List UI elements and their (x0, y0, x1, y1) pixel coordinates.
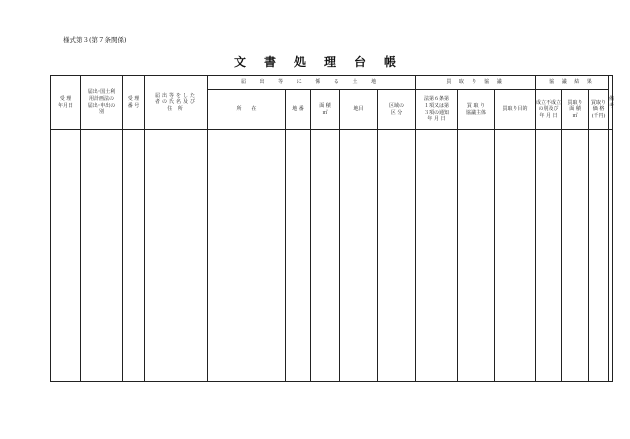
cell-purchase-area[interactable] (562, 130, 589, 382)
cell-land-category[interactable] (340, 130, 378, 382)
header-area: 面 積 ㎡ (311, 90, 340, 130)
cell-district[interactable] (378, 130, 416, 382)
header-land-group: 届 出 等 に 係 る 土 地 (208, 76, 416, 90)
cell-reception-date[interactable] (51, 130, 81, 382)
table-body-row (51, 130, 613, 382)
cell-remarks[interactable] (609, 130, 613, 382)
header-reception-date: 受 理 年月日 (51, 76, 81, 130)
cell-reception-number[interactable] (123, 130, 145, 382)
header-purchase-purpose: 買取り目的 (495, 90, 536, 130)
document-title: 文書処理台帳 (233, 55, 414, 69)
cell-purchase-price[interactable] (589, 130, 609, 382)
cell-purchase-purpose[interactable] (495, 130, 536, 382)
header-notification-type: 届出･国土利 用計画法の 届出･申出の 別 (81, 76, 123, 130)
cell-lot-number[interactable] (286, 130, 311, 382)
header-purchase-area: 買取り 面 積 ㎡ (562, 90, 589, 130)
header-land-category: 地目 (340, 90, 378, 130)
header-purchase-group: 買 取 り 協 議 (416, 76, 536, 90)
header-result-group: 協 議 結 果 (536, 76, 609, 90)
form-identifier: 様式第３(第７条関係) (63, 36, 127, 44)
header-result-date: 成立不成立 の別及び 年 月 日 (536, 90, 562, 130)
cell-result-date[interactable] (536, 130, 562, 382)
cell-notifier[interactable] (145, 130, 208, 382)
header-reception-number: 受 理 番 号 (123, 76, 145, 130)
cell-purchase-body[interactable] (458, 130, 495, 382)
header-remarks: 備 考 (609, 76, 613, 130)
header-notifier: 届出等をした 者の氏名及び 住 所 (145, 76, 208, 130)
cell-area[interactable] (311, 130, 340, 382)
cell-notice-date[interactable] (416, 130, 458, 382)
header-notice-date: 法第６条第 １項又は第 ３項の通知 年 月 日 (416, 90, 458, 130)
header-purchase-price: 買取り 価 格 (千円) (589, 90, 609, 130)
header-purchase-body: 買 取 り 協議主体 (458, 90, 495, 130)
cell-location[interactable] (208, 130, 286, 382)
header-district: 区域の 区 分 (378, 90, 416, 130)
header-lot-number: 地 番 (286, 90, 311, 130)
header-location: 所 在 (208, 90, 286, 130)
ledger-table (50, 75, 613, 382)
cell-notification-type[interactable] (81, 130, 123, 382)
header-row-group (51, 76, 613, 90)
